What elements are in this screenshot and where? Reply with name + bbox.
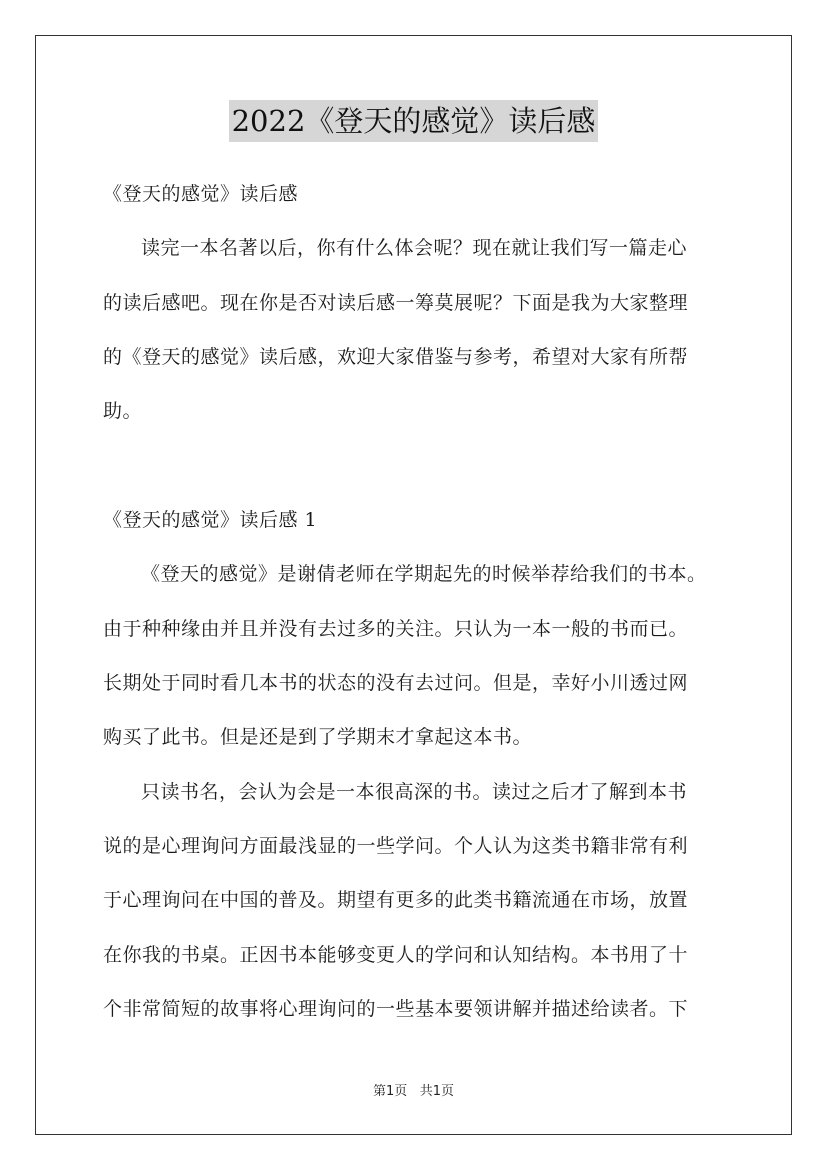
paragraph-line: 助。	[103, 400, 143, 422]
page-total: 共1页	[419, 1084, 454, 1099]
page-footer	[0, 1084, 827, 1100]
paragraph-line: 读完一本名著以后，你有什么体会呢？现在就让我们写一篇走心	[141, 237, 688, 259]
paragraph-line: 在你我的书桌。正因书本能够变更人的学问和认知结构。本书用了十	[103, 944, 689, 966]
paragraph-line: 的《登天的感觉》读后感，欢迎大家借鉴与参考，希望对大家有所帮	[103, 346, 689, 368]
paragraph-line: 的读后感吧。现在你是否对读后感一筹莫展呢？下面是我为大家整理	[103, 292, 689, 314]
paragraph-line: 个非常简短的故事将心理询问的一些基本要领讲解并描述给读者。下	[103, 998, 689, 1020]
paragraph-line: 由于种种缘由并且并没有去过多的关注。只认为一本一般的书而已。	[103, 618, 689, 640]
paragraph-line: 于心理询问在中国的普及。期望有更多的此类书籍流通在市场，放置	[103, 889, 689, 911]
paragraph-line: 说的是心理询问方面最浅显的一些学问。个人认为这类书籍非常有利	[103, 835, 689, 857]
paragraph-line: 《登天的感觉》是谢倩老师在学期起先的时候举荐给我们的书本。	[141, 563, 707, 585]
intro-subheading: 《登天的感觉》读后感	[103, 183, 299, 205]
paragraph-line: 只读书名，会认为会是一本很高深的书。读过之后才了解到本书	[141, 781, 688, 803]
section-heading: 《登天的感觉》读后感 1	[103, 509, 318, 531]
page-number: 第1页	[373, 1084, 408, 1099]
paragraph-line: 长期处于同时看几本书的状态的没有去过问。但是，幸好小川透过网	[103, 672, 689, 694]
paragraph-line: 购买了此书。但是还是到了学期末才拿起这本书。	[103, 726, 533, 748]
document-title-text: 2022《登天的感觉》读后感	[229, 100, 599, 142]
document-title	[0, 100, 827, 142]
